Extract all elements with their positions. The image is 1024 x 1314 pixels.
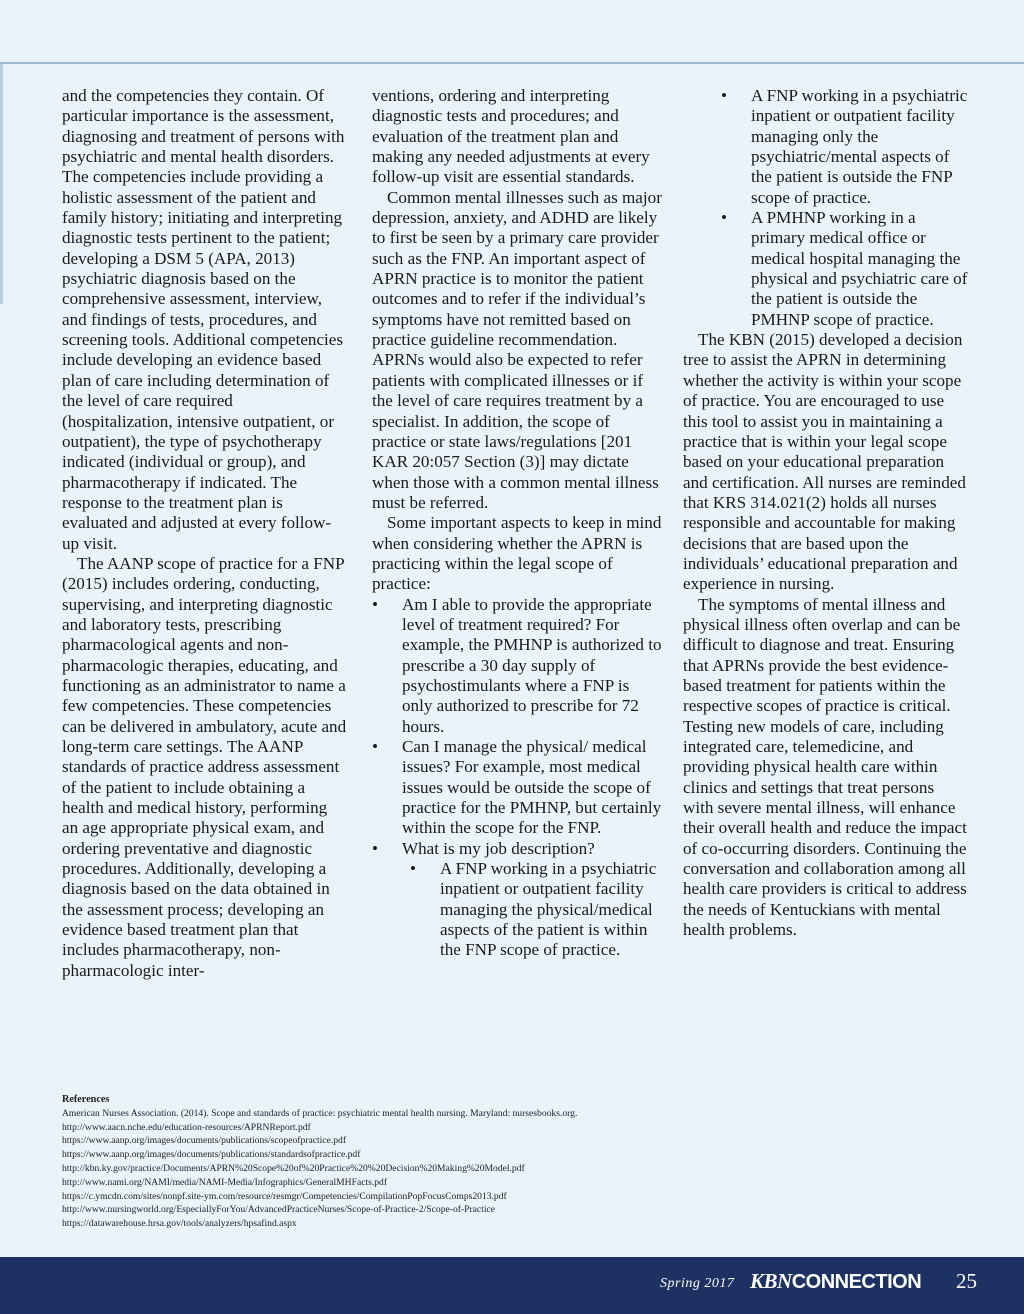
paragraph: The KBN (2015) developed a decision tree to assist the APRN in determining whether the activity is within your scope of practice. You are encouraged to use this tool to assist you in maintaining a practice that is within your legal scope based on your educational preparation and certification. All nurses are reminded that KRS 314.021(2) holds all nurses responsible and accountable for making decisions that are based upon the individuals’ educational preparation and experience in nursing.: [683, 330, 966, 594]
reference-link[interactable]: http://www.aacn.nche.edu/education-resources/APRNReport.pdf: [62, 1121, 311, 1133]
list-item: • Can I manage the physical/ medical issues? For example, most medical issues would be outside the scope of practice for the PMHNP, but certainly within the scope for the FNP.: [372, 737, 662, 839]
reference-link[interactable]: https://www.aanp.org/images/documents/publications/scopeofpractice.pdf: [62, 1135, 347, 1147]
reference-link[interactable]: https://www.aanp.org/images/documents/publications/standardsofpractice.pdf: [62, 1149, 361, 1161]
column-1: [62, 86, 347, 981]
reference-item: American Nurses Association. (2014). Scope and standards of practice: psychiatric mental health nursing. Maryland: nursesbooks.org.: [62, 1107, 578, 1119]
column-3: [683, 86, 968, 940]
publication-logo: [750, 1269, 921, 1294]
list-item: [372, 839, 662, 961]
left-edge-accent: [0, 64, 3, 304]
list-item-text: What is my job description?: [402, 838, 595, 858]
bullet-list: [372, 595, 662, 961]
references-heading: References: [62, 1094, 110, 1105]
top-rule: [0, 62, 1024, 64]
list-item: • A FNP working in a psychiatric inpatient or outpatient facility managing only the psychiatric/mental aspects of the patient is outside the FNP scope of practice.: [683, 86, 968, 208]
reference-link[interactable]: http://kbn.ky.gov/practice/Documents/APRN%20Scope%20of%20Practice%20%20Decision%20Making%20Model.pdf: [62, 1162, 525, 1174]
paragraph: The AANP scope of practice for a FNP (2015) includes ordering, conducting, supervising, and interpreting diagnostic and laboratory tests, prescribing pharmacological agents and non-pharmacologic therapies, educating, and functioning as an administrator to name a few competencies. These competencies can be delivered in ambulatory, acute and long-term care settings. The AANP standards of practice address assessment of the patient to include obtaining a health and medical history, performing an age appropriate physical exam, and ordering preventative and diagnostic procedures. Additionally, developing a diagnosis based on the data obtained in the assessment process; developing an evidence based treatment plan that includes pharmacotherapy, non-pharmacologic inter-: [62, 553, 347, 980]
list-item: • Am I able to provide the appropriate level of treatment required? For example, the PMHNP is authorized to prescribe a 30 day supply of psychostimulants where a FNP is only authorized to prescribe for 72 hours.: [372, 595, 662, 737]
references-section: [62, 1093, 962, 1231]
page-number: 25: [956, 1269, 977, 1293]
paragraph: and the competencies they contain. Of particular importance is the assessment, diagnosing and treatment of persons with psychiatric and mental health disorders. The competencies include providing a holistic assessment of the patient and family history; initiating and interpreting diagnostic tests pertinent to the patient; developing a DSM 5 (APA, 2013) psychiatric diagnosis based on the comprehensive assessment, interview, and findings of tests, procedures, and screening tools. Additional competencies include developing an evidence based plan of care including determination of the level of care required (hospitalization, intensive outpatient, or outpatient), the type of psychotherapy indicated (individual or group), and pharmacotherapy if indicated. The response to the treatment plan is evaluated and adjusted at every follow-up visit.: [62, 86, 345, 553]
page-footer: [0, 1257, 1024, 1314]
list-item: • A FNP working in a psychiatric inpatient or outpatient facility managing the physical/medical aspects of the patient is within the FNP scope of practice.: [402, 859, 662, 961]
column-2: [372, 86, 662, 961]
list-item: • A PMHNP working in a primary medical office or medical hospital managing the physical and psychiatric care of the patient is outside the PMHNP scope of practice.: [683, 208, 968, 330]
issue-label: Spring 2017: [660, 1276, 735, 1291]
reference-link[interactable]: https://datawarehouse.hrsa.gov/tools/analyzers/hpsafind.aspx: [62, 1218, 297, 1230]
paragraph: The symptoms of mental illness and physical illness often overlap and can be difficult to diagnose and treat. Ensuring that APRNs provide the best evidence-based treatment for patients within the respective scopes of practice is critical. Testing new models of care, including integrated care, telemedicine, and providing physical health care within clinics and settings that treat persons with severe mental illness, will enhance their overall health and reduce the impact of co-occurring disorders. Continuing the conversation and collaboration among all health care providers is critical to address the needs of Kentuckians with mental health problems.: [683, 594, 967, 940]
logo-kbn: KBN: [750, 1269, 792, 1293]
paragraph: Some important aspects to keep in mind when considering whether the APRN is practicing within the legal scope of practice:: [372, 513, 662, 594]
reference-link[interactable]: http://www.nursingworld.org/EspeciallyForYou/AdvancedPracticeNurses/Scope-of-Practice-2/Scope-of-Practice: [62, 1204, 496, 1216]
paragraph: Common mental illnesses such as major depression, anxiety, and ADHD are likely to first be seen by a primary care provider such as the FNP. An important aspect of APRN practice is to monitor the patient outcomes and to refer if the individual’s symptoms have not remitted based on practice guideline recommendation. APRNs would also be expected to refer patients with complicated illnesses or if the level of care requires treatment by a specialist. In addition, the scope of practice or state laws/regulations [201 KAR 20:057 Section (3)] may dictate when those with a common mental illness must be referred.: [372, 187, 662, 512]
paragraph: ventions, ordering and interpreting diagnostic tests and procedures; and evaluation of the treatment plan and making any needed adjustments at every follow-up visit are essential standards.: [372, 86, 650, 187]
logo-connection: CONNECTION: [791, 1271, 922, 1293]
reference-link[interactable]: https://c.ymcdn.com/sites/nonpf.site-ym.com/resource/resmgr/Competencies/CompilationPopFocusComps2013.pdf: [62, 1190, 507, 1202]
sub-bullet-list: [683, 86, 968, 330]
reference-link[interactable]: http://www.nami.org/NAMI/media/NAMI-Media/Infographics/GeneralMHFacts.pdf: [62, 1176, 388, 1188]
sub-bullet-list: [402, 859, 662, 961]
